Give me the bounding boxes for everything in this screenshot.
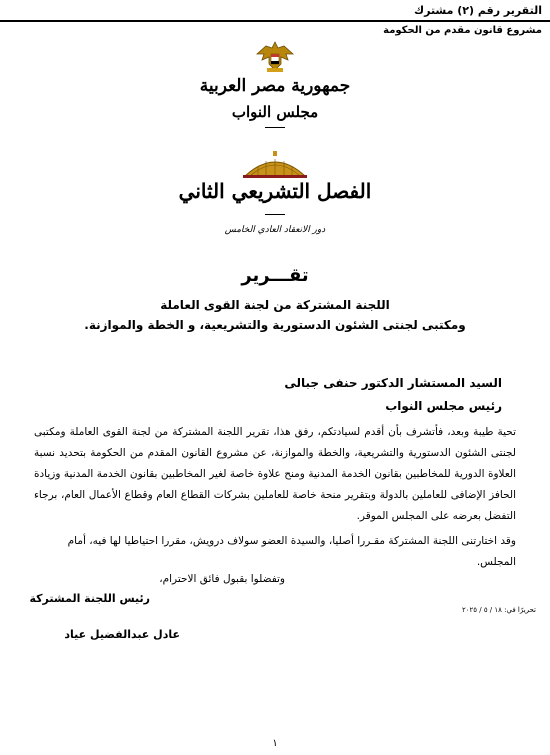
parliament-name: مجلس النواب	[231, 103, 319, 121]
report-title: تقـــرير	[241, 265, 309, 286]
session-label: دور الانعقاد العادي الخامس	[224, 225, 326, 235]
committee-line-1: اللجنة المشتركة من لجنة القوى العاملة	[160, 298, 390, 312]
republic-name: جمهورية مصر العربية	[199, 76, 351, 96]
body-paragraph-1: تحية طيبة وبعد، فأتشرف بأن أقدم لسيادتكم، رفق هذا، تقرير اللجنة المشتركة من لجنة القوى العاملة ومكتبى لجنتى الشئون الدستورية والتشريعية، والخطة والموازنة، عن مشروع القانون المقدم من الحكومة بتحديد نسبة العلاوة الدورية للمخاطبين بقانون الخدمة المدنية ومنح علاوة خاصة لغير المخاطبين بقانون الخدمة المدنية وزيادة الحافز الإضافى للعاملين بالدولة وبتقرير منحة خاصة للعاملين بشركات القطاع العام وقطاع الأعمال العام، برجاء التفضل بعرضه على المجلس الموقر.	[34, 426, 516, 522]
document-date: تحريرًا في: ١٨ / ٥ / ٢٠٢٥	[461, 606, 536, 614]
signatory-title: رئيس اللجنة المشتركة	[29, 592, 150, 605]
legislative-term: الفصل التشريعي الثاني	[178, 179, 372, 203]
committee-line-2: ومكتبى لجنتى الشئون الدستورية والتشريعية، و الخطة والموازنة.	[84, 318, 466, 332]
body-paragraph-2: وقد اختارتنى اللجنة المشتركة مقـررا أصليا، والسيدة العضو سولاف درويش، مقررا احتياطيا لها فيه، أمام المجلس.	[67, 535, 516, 568]
ornament-divider	[265, 127, 285, 128]
addressee-name: السيد المستشار الدكتور حنفى جبالى	[284, 376, 502, 390]
closing-line: وتفضلوا بقبول فائق الاحترام،	[159, 573, 285, 585]
page-number: ١	[272, 738, 278, 749]
signatory-name: عادل عبدالفضيل عياد	[64, 628, 180, 641]
addressee-title: رئيس مجلس النواب	[385, 399, 502, 413]
eagle-emblem-icon	[255, 40, 295, 74]
header-divider	[0, 20, 550, 22]
report-source: مشروع قانون مقدم من الحكومة	[383, 25, 542, 36]
ornament-divider	[265, 214, 285, 215]
report-number: التقرير رقم (٢) مشترك	[414, 4, 542, 17]
parliament-dome-icon	[240, 150, 310, 180]
